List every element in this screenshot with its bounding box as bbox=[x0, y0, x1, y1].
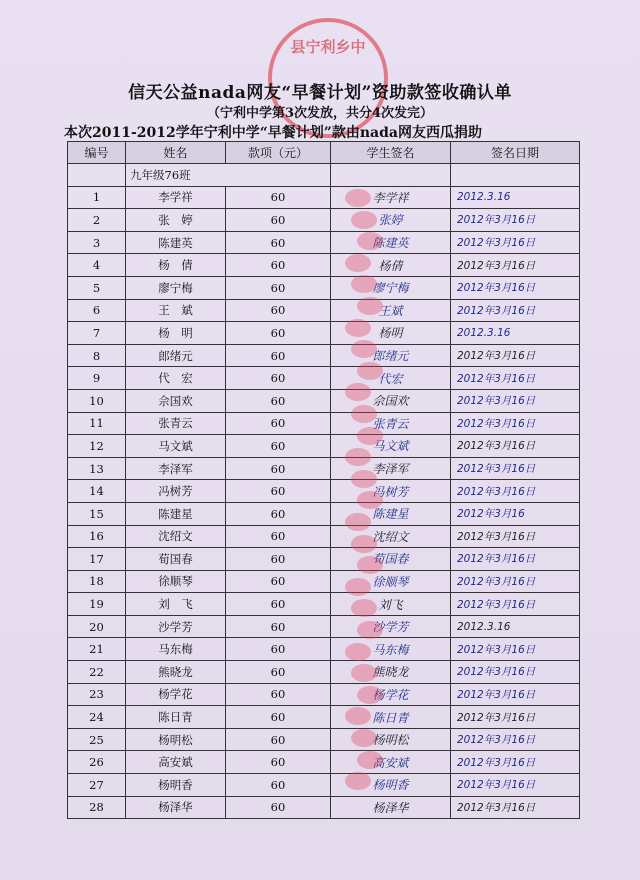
row-signature: 廖宁梅 bbox=[331, 276, 451, 299]
row-amount: 60 bbox=[226, 615, 331, 638]
table-row bbox=[68, 638, 580, 661]
row-no: 7 bbox=[68, 322, 126, 345]
row-date: 2012年3月16日 bbox=[451, 706, 580, 729]
row-name: 杨明香 bbox=[126, 774, 226, 797]
row-signature: 沙学芳 bbox=[331, 615, 451, 638]
row-amount: 60 bbox=[226, 706, 331, 729]
row-name: 高安斌 bbox=[126, 751, 226, 774]
row-signature: 杨明松 bbox=[331, 728, 451, 751]
table-row bbox=[68, 706, 580, 729]
row-signature: 陈建星 bbox=[331, 502, 451, 525]
row-date: 2012年3月16日 bbox=[451, 457, 580, 480]
table-header-row bbox=[68, 142, 580, 164]
row-amount: 60 bbox=[226, 683, 331, 706]
row-amount: 60 bbox=[226, 389, 331, 412]
header-no: 编号 bbox=[68, 142, 126, 164]
row-signature: 李学祥 bbox=[331, 186, 451, 209]
row-signature: 张婷 bbox=[331, 209, 451, 232]
row-amount: 60 bbox=[226, 209, 331, 232]
table-row bbox=[68, 751, 580, 774]
row-signature: 杨学花 bbox=[331, 683, 451, 706]
row-no: 6 bbox=[68, 299, 126, 322]
donor-line: 本次2011-2012学年宁利中学“早餐计划”款由nada网友西瓜捐助 bbox=[64, 125, 482, 141]
row-date: 2012年3月16日 bbox=[451, 661, 580, 684]
row-signature: 高安斌 bbox=[331, 751, 451, 774]
row-date: 2012年3月16日 bbox=[451, 548, 580, 571]
row-name: 佘国欢 bbox=[126, 389, 226, 412]
row-name: 郎绪元 bbox=[126, 344, 226, 367]
header-signature: 学生签名 bbox=[331, 142, 451, 164]
table-row bbox=[68, 661, 580, 684]
row-name: 冯树芳 bbox=[126, 480, 226, 503]
row-date: 2012年3月16日 bbox=[451, 796, 580, 819]
row-date: 2012年3月16日 bbox=[451, 299, 580, 322]
row-date: 2012年3月16日 bbox=[451, 728, 580, 751]
table-row bbox=[68, 548, 580, 571]
row-no: 21 bbox=[68, 638, 126, 661]
row-amount: 60 bbox=[226, 480, 331, 503]
table-row bbox=[68, 615, 580, 638]
row-no: 26 bbox=[68, 751, 126, 774]
row-date: 2012年3月16日 bbox=[451, 435, 580, 458]
row-name: 杨 倩 bbox=[126, 254, 226, 277]
row-no: 5 bbox=[68, 276, 126, 299]
class-row bbox=[68, 164, 580, 187]
table-row bbox=[68, 502, 580, 525]
row-amount: 60 bbox=[226, 502, 331, 525]
row-amount: 60 bbox=[226, 796, 331, 819]
row-name: 杨 明 bbox=[126, 322, 226, 345]
row-date: 2012年3月16日 bbox=[451, 367, 580, 390]
row-date: 2012年3月16日 bbox=[451, 525, 580, 548]
row-no: 13 bbox=[68, 457, 126, 480]
row-amount: 60 bbox=[226, 435, 331, 458]
row-amount: 60 bbox=[226, 344, 331, 367]
row-name: 李泽军 bbox=[126, 457, 226, 480]
row-date: 2012年3月16日 bbox=[451, 254, 580, 277]
row-date: 2012年3月16日 bbox=[451, 593, 580, 616]
row-name: 熊晓龙 bbox=[126, 661, 226, 684]
row-signature: 徐顺琴 bbox=[331, 570, 451, 593]
row-no: 16 bbox=[68, 525, 126, 548]
table-row bbox=[68, 344, 580, 367]
row-date: 2012年3月16日 bbox=[451, 276, 580, 299]
row-amount: 60 bbox=[226, 254, 331, 277]
row-no: 17 bbox=[68, 548, 126, 571]
row-name: 沈绍文 bbox=[126, 525, 226, 548]
class-empty-cell bbox=[331, 164, 451, 187]
row-signature: 陈建英 bbox=[331, 231, 451, 254]
row-signature: 马文斌 bbox=[331, 435, 451, 458]
row-date: 2012年3月16日 bbox=[451, 638, 580, 661]
row-name: 马文斌 bbox=[126, 435, 226, 458]
class-label: 九年级76班 bbox=[126, 164, 331, 187]
row-date: 2012年3月16日 bbox=[451, 209, 580, 232]
row-no: 14 bbox=[68, 480, 126, 503]
row-no: 10 bbox=[68, 389, 126, 412]
row-amount: 60 bbox=[226, 231, 331, 254]
row-amount: 60 bbox=[226, 457, 331, 480]
row-name: 徐顺琴 bbox=[126, 570, 226, 593]
row-no: 2 bbox=[68, 209, 126, 232]
row-name: 代 宏 bbox=[126, 367, 226, 390]
row-signature: 王斌 bbox=[331, 299, 451, 322]
row-signature: 杨倩 bbox=[331, 254, 451, 277]
table-row bbox=[68, 299, 580, 322]
class-empty-cell bbox=[451, 164, 580, 187]
row-date: 2012年3月16日 bbox=[451, 412, 580, 435]
row-date: 2012.3.16 bbox=[451, 615, 580, 638]
table-row bbox=[68, 186, 580, 209]
table-row bbox=[68, 389, 580, 412]
row-amount: 60 bbox=[226, 276, 331, 299]
document-title: 信天公益nada网友“早餐计划”资助款签收确认单 bbox=[128, 83, 512, 103]
table-row bbox=[68, 457, 580, 480]
row-signature: 刘飞 bbox=[331, 593, 451, 616]
row-signature: 杨明香 bbox=[331, 774, 451, 797]
row-name: 廖宁梅 bbox=[126, 276, 226, 299]
class-empty-cell bbox=[68, 164, 126, 187]
header-amount: 款项（元） bbox=[226, 142, 331, 164]
row-signature: 陈日青 bbox=[331, 706, 451, 729]
receipt-table bbox=[67, 141, 580, 819]
row-signature: 杨泽华 bbox=[331, 796, 451, 819]
row-date: 2012年3月16日 bbox=[451, 570, 580, 593]
row-name: 刘 飞 bbox=[126, 593, 226, 616]
table-row bbox=[68, 796, 580, 819]
table-row bbox=[68, 774, 580, 797]
row-date: 2012年3月16日 bbox=[451, 231, 580, 254]
row-date: 2012年3月16日 bbox=[451, 751, 580, 774]
row-signature: 李泽军 bbox=[331, 457, 451, 480]
row-date: 2012年3月16日 bbox=[451, 389, 580, 412]
table-row bbox=[68, 480, 580, 503]
row-no: 18 bbox=[68, 570, 126, 593]
seal-text: 县宁利乡中 bbox=[290, 38, 366, 56]
row-signature: 代宏 bbox=[331, 367, 451, 390]
row-name: 杨学花 bbox=[126, 683, 226, 706]
row-no: 11 bbox=[68, 412, 126, 435]
row-date: 2012年3月16 bbox=[451, 502, 580, 525]
table-row bbox=[68, 322, 580, 345]
table-row bbox=[68, 209, 580, 232]
row-date: 2012.3.16 bbox=[451, 322, 580, 345]
document-subtitle: （宁利中学第3次发放，共分4次发完） bbox=[206, 106, 434, 121]
header-name: 姓名 bbox=[126, 142, 226, 164]
row-name: 沙学芳 bbox=[126, 615, 226, 638]
table-row bbox=[68, 412, 580, 435]
row-name: 王 斌 bbox=[126, 299, 226, 322]
row-no: 12 bbox=[68, 435, 126, 458]
row-no: 24 bbox=[68, 706, 126, 729]
row-amount: 60 bbox=[226, 322, 331, 345]
row-name: 张 婷 bbox=[126, 209, 226, 232]
row-no: 1 bbox=[68, 186, 126, 209]
row-no: 23 bbox=[68, 683, 126, 706]
row-no: 8 bbox=[68, 344, 126, 367]
row-date: 2012年3月16日 bbox=[451, 683, 580, 706]
row-no: 20 bbox=[68, 615, 126, 638]
row-name: 杨泽华 bbox=[126, 796, 226, 819]
row-name: 陈建星 bbox=[126, 502, 226, 525]
table-row bbox=[68, 254, 580, 277]
table-row bbox=[68, 525, 580, 548]
row-amount: 60 bbox=[226, 638, 331, 661]
row-amount: 60 bbox=[226, 186, 331, 209]
row-name: 李学祥 bbox=[126, 186, 226, 209]
row-signature: 熊晓龙 bbox=[331, 661, 451, 684]
row-signature: 张青云 bbox=[331, 412, 451, 435]
row-amount: 60 bbox=[226, 299, 331, 322]
table-row bbox=[68, 593, 580, 616]
row-signature: 荀国春 bbox=[331, 548, 451, 571]
row-date: 2012.3.16 bbox=[451, 186, 580, 209]
row-name: 荀国春 bbox=[126, 548, 226, 571]
row-amount: 60 bbox=[226, 593, 331, 616]
row-amount: 60 bbox=[226, 412, 331, 435]
row-amount: 60 bbox=[226, 728, 331, 751]
row-no: 3 bbox=[68, 231, 126, 254]
table-row bbox=[68, 728, 580, 751]
row-no: 27 bbox=[68, 774, 126, 797]
row-signature: 沈绍文 bbox=[331, 525, 451, 548]
row-signature: 佘国欢 bbox=[331, 389, 451, 412]
row-name: 陈建英 bbox=[126, 231, 226, 254]
row-signature: 马东梅 bbox=[331, 638, 451, 661]
row-name: 陈日青 bbox=[126, 706, 226, 729]
row-name: 马东梅 bbox=[126, 638, 226, 661]
row-name: 杨明松 bbox=[126, 728, 226, 751]
row-amount: 60 bbox=[226, 525, 331, 548]
row-name: 张青云 bbox=[126, 412, 226, 435]
row-amount: 60 bbox=[226, 367, 331, 390]
table-row bbox=[68, 367, 580, 390]
table-row bbox=[68, 683, 580, 706]
row-amount: 60 bbox=[226, 774, 331, 797]
row-no: 28 bbox=[68, 796, 126, 819]
row-no: 15 bbox=[68, 502, 126, 525]
row-no: 9 bbox=[68, 367, 126, 390]
row-no: 25 bbox=[68, 728, 126, 751]
header-date: 签名日期 bbox=[451, 142, 580, 164]
row-amount: 60 bbox=[226, 548, 331, 571]
row-amount: 60 bbox=[226, 661, 331, 684]
table-row bbox=[68, 276, 580, 299]
row-no: 22 bbox=[68, 661, 126, 684]
table-row bbox=[68, 231, 580, 254]
table-body bbox=[68, 164, 580, 819]
row-date: 2012年3月16日 bbox=[451, 774, 580, 797]
row-amount: 60 bbox=[226, 570, 331, 593]
row-no: 4 bbox=[68, 254, 126, 277]
row-signature: 杨明 bbox=[331, 322, 451, 345]
row-signature: 郎绪元 bbox=[331, 344, 451, 367]
row-date: 2012年3月16日 bbox=[451, 480, 580, 503]
row-signature: 冯树芳 bbox=[331, 480, 451, 503]
table-row bbox=[68, 435, 580, 458]
row-no: 19 bbox=[68, 593, 126, 616]
table-row bbox=[68, 570, 580, 593]
row-amount: 60 bbox=[226, 751, 331, 774]
row-date: 2012年3月16日 bbox=[451, 344, 580, 367]
